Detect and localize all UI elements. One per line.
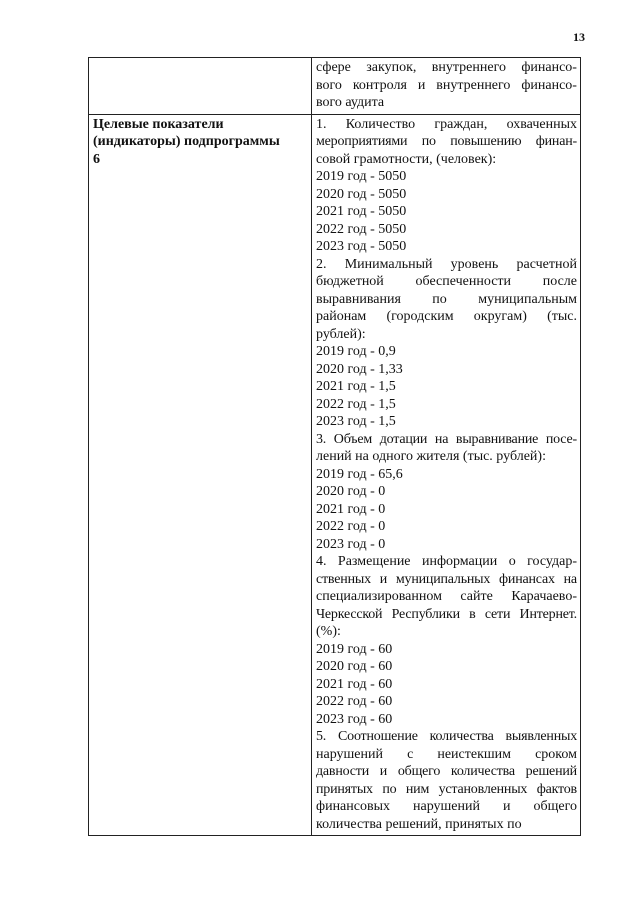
row-content-cell xyxy=(312,58,581,115)
indicator-block xyxy=(316,553,577,728)
indicator-title-line: специализированном сайте Карачаево- xyxy=(316,589,577,604)
subprogram-passport-table xyxy=(88,57,581,836)
page-number: 13 xyxy=(573,30,585,44)
indicator-value: 2022 год - 1,5 xyxy=(316,396,396,412)
indicator-value: 2022 год - 0 xyxy=(316,519,386,534)
indicator-value: 2023 год - 1,5 xyxy=(316,414,396,429)
indicator-title-line: 3. Объем дотации на выравнивание посе- xyxy=(316,431,577,447)
indicator-title-line: выравнивания по муниципальным xyxy=(316,291,577,307)
row-label-cell xyxy=(89,114,312,836)
row-label: 6 xyxy=(93,151,100,167)
indicator-title-line: (%): xyxy=(316,624,341,639)
table-row xyxy=(89,114,581,836)
indicator-value: 2019 год - 0,9 xyxy=(316,344,396,359)
row-label: (индикаторы) подпрограммы xyxy=(93,134,280,149)
text-line: вого контроля и внутреннего финансо- xyxy=(316,77,577,93)
indicator-value: 2022 год - 60 xyxy=(316,694,393,709)
indicator-value: 2023 год - 0 xyxy=(316,536,386,552)
indicator-value: 2020 год - 0 xyxy=(316,484,386,499)
table-row xyxy=(89,58,581,115)
indicator-value: 2021 год - 1,5 xyxy=(316,379,396,394)
indicator-title-line: давности и общего количества решений xyxy=(316,764,577,779)
indicator-title-line: 2. Минимальный уровень расчетной xyxy=(316,256,577,272)
text-line: сфере закупок, внутреннего финансо- xyxy=(316,60,577,75)
indicator-block xyxy=(316,256,577,431)
indicator-value: 2023 год - 5050 xyxy=(316,239,407,254)
indicator-value: 2020 год - 1,33 xyxy=(316,361,403,377)
indicator-value: 2019 год - 60 xyxy=(316,641,393,657)
indicator-value: 2020 год - 60 xyxy=(316,659,393,674)
indicator-value: 2019 год - 5050 xyxy=(316,169,407,184)
indicator-block xyxy=(316,116,577,256)
indicator-title-line: 4. Размещение информации о государ- xyxy=(316,554,577,569)
indicator-value: 2023 год - 60 xyxy=(316,711,393,727)
indicator-title-line: Черкесской Республики в сети Интернет. xyxy=(316,606,577,622)
indicator-title-line: 1. Количество граждан, охваченных xyxy=(316,116,577,132)
row-label: Целевые показатели xyxy=(93,116,224,132)
indicator-title-line: 5. Соотношение количества выявленных xyxy=(316,729,577,744)
indicator-title-line: районам (городским округам) (тыс. xyxy=(316,309,577,324)
indicator-title-line: финансовых нарушений и общего xyxy=(316,799,577,814)
indicators-cell xyxy=(312,114,581,836)
indicator-title-line: мероприятиями по повышению финан- xyxy=(316,134,577,149)
indicator-value: 2022 год - 5050 xyxy=(316,221,407,237)
indicator-value: 2021 год - 5050 xyxy=(316,204,407,219)
indicator-title-line: лений на одного жителя (тыс. рублей): xyxy=(316,449,546,464)
indicator-title-line: нарушений с неистекшим сроком xyxy=(316,746,577,762)
indicator-block xyxy=(316,728,577,833)
text-line: вого аудита xyxy=(316,95,385,110)
indicator-title-line: количества решений, принятых по xyxy=(316,816,522,832)
indicator-title-line: совой грамотности, (человек): xyxy=(316,151,497,167)
indicator-title-line: ственных и муниципальных финансах на xyxy=(316,571,577,587)
indicator-title-line: рублей): xyxy=(316,326,366,342)
indicator-value: 2020 год - 5050 xyxy=(316,186,407,202)
indicator-value: 2019 год - 65,6 xyxy=(316,466,403,482)
indicator-block xyxy=(316,431,577,554)
indicator-value: 2021 год - 60 xyxy=(316,676,393,692)
indicator-value: 2021 год - 0 xyxy=(316,501,386,517)
indicator-title-line: принятых по ним установленных фактов xyxy=(316,781,577,797)
indicator-title-line: бюджетной обеспеченности после xyxy=(316,274,577,289)
row-label-cell xyxy=(89,58,312,115)
